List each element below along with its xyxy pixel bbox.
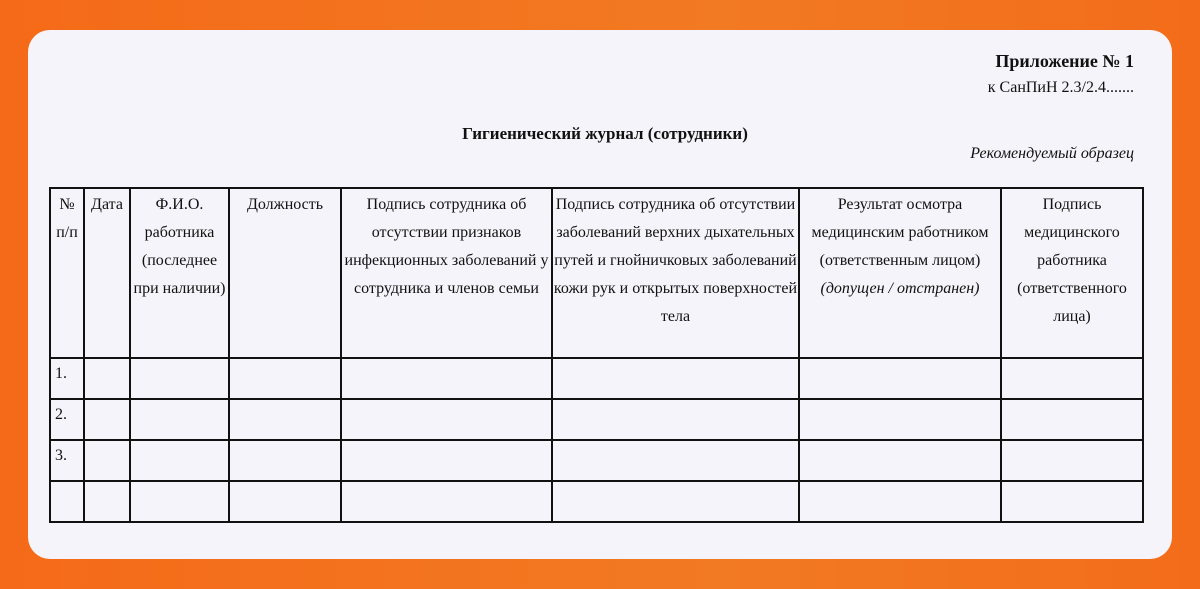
- table-cell[interactable]: [130, 481, 229, 522]
- table-cell[interactable]: [130, 358, 229, 399]
- table-cell[interactable]: [1001, 481, 1143, 522]
- column-header-number: № п/п: [50, 188, 84, 358]
- table-cell[interactable]: [552, 481, 799, 522]
- sample-note: Рекомендуемый образец: [970, 145, 1134, 162]
- table-cell[interactable]: [341, 440, 552, 481]
- table-cell[interactable]: [229, 481, 341, 522]
- document-card: [28, 30, 1172, 559]
- table-row: [50, 399, 1143, 440]
- table-cell[interactable]: [1001, 440, 1143, 481]
- table-cell[interactable]: [84, 440, 130, 481]
- column-header-medical-signature: Подпись медицинского работника (ответственного лица): [1001, 188, 1143, 358]
- hygiene-journal-table: [49, 187, 1144, 523]
- table-cell[interactable]: 1.: [50, 358, 84, 399]
- table-row: [50, 440, 1143, 481]
- table-cell[interactable]: [341, 399, 552, 440]
- appendix-reference: к СанПиН 2.3/2.4.......: [987, 79, 1134, 96]
- table-cell[interactable]: [799, 440, 1001, 481]
- table-cell[interactable]: [84, 399, 130, 440]
- table-cell[interactable]: 2.: [50, 399, 84, 440]
- table-cell[interactable]: [84, 481, 130, 522]
- table-cell[interactable]: [552, 399, 799, 440]
- journal-title: Гигиенический журнал (сотрудники): [462, 124, 748, 143]
- column-header-medical-result: [799, 188, 1001, 358]
- medical-result-note: (допущен / отстранен): [820, 280, 980, 297]
- table-cell[interactable]: [84, 358, 130, 399]
- table-cell[interactable]: 3.: [50, 440, 84, 481]
- table-cell[interactable]: [341, 481, 552, 522]
- table-row: [50, 358, 1143, 399]
- table-cell[interactable]: [229, 399, 341, 440]
- appendix-title: Приложение № 1: [995, 51, 1134, 71]
- table-cell[interactable]: [1001, 399, 1143, 440]
- table-cell[interactable]: [799, 399, 1001, 440]
- table-cell[interactable]: [229, 358, 341, 399]
- table-cell[interactable]: [130, 440, 229, 481]
- table-cell[interactable]: [799, 481, 1001, 522]
- table-row: [50, 481, 1143, 522]
- column-header-respiratory-skin-signature: Подпись сотрудника об отсутствии заболеваний верхних дыхательных путей и гнойничковых заболеваний кожи рук и открытых поверхностей тела: [552, 188, 799, 358]
- column-header-full-name: Ф.И.О. работника (последнее при наличии): [130, 188, 229, 358]
- table-cell[interactable]: [552, 358, 799, 399]
- table-cell[interactable]: [552, 440, 799, 481]
- column-header-date: Дата: [84, 188, 130, 358]
- column-header-position: Должность: [229, 188, 341, 358]
- table-body: [50, 358, 1143, 522]
- table-header-row: [50, 188, 1143, 358]
- medical-result-label: Результат осмотра медицинским работником (ответственным лицом): [811, 196, 989, 269]
- table-cell[interactable]: [130, 399, 229, 440]
- table-cell[interactable]: [50, 481, 84, 522]
- table-cell[interactable]: [229, 440, 341, 481]
- table-cell[interactable]: [799, 358, 1001, 399]
- table-cell[interactable]: [1001, 358, 1143, 399]
- table-cell[interactable]: [341, 358, 552, 399]
- column-header-infection-signature: Подпись сотрудника об отсутствии признаков инфекционных заболеваний у сотрудника и членов семьи: [341, 188, 552, 358]
